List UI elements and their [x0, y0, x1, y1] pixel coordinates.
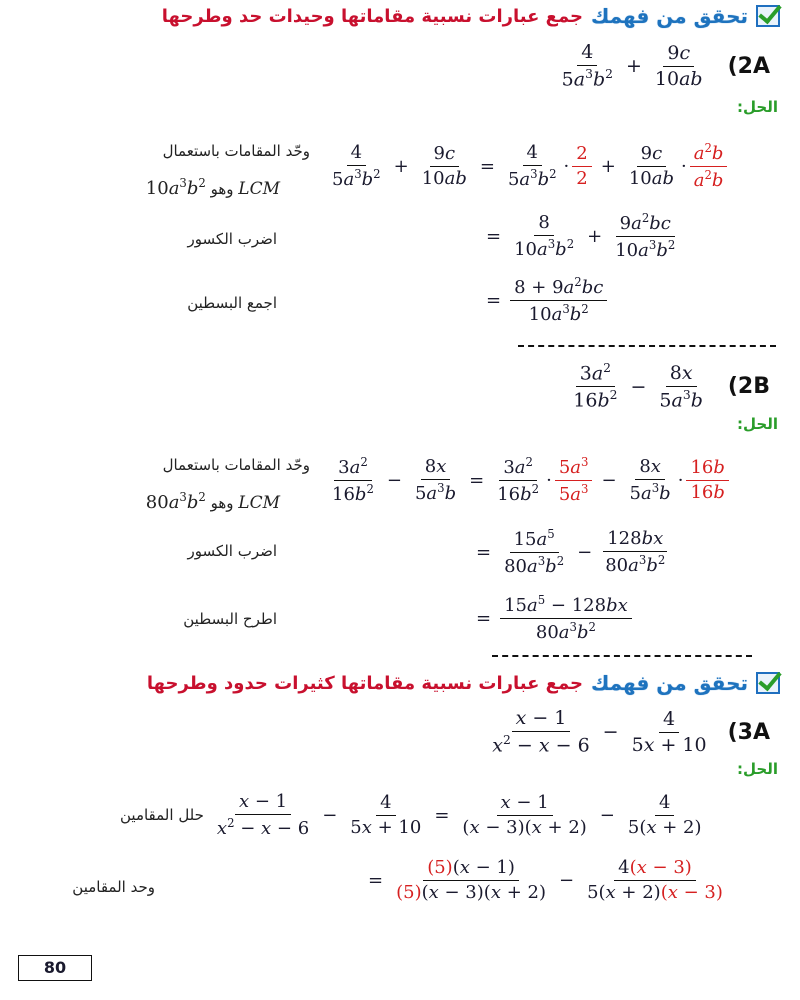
- note-multiply-2a: اضرب الكسور: [187, 230, 277, 248]
- problem-2a-expression: $\frac{4}{5a^3b^2}$ + $\frac{9c}{10ab}$ (2A: [561, 41, 770, 91]
- note-add-numerators-2a: اجمع البسطين: [187, 294, 277, 312]
- check-understanding-title: تحقق من فهمك: [591, 4, 748, 28]
- check-understanding-title: تحقق من فهمك: [591, 671, 748, 695]
- divider-dashed-2: [492, 655, 752, 657]
- note-subtract-numerators-2b: اطرح البسطين: [183, 610, 277, 628]
- note-lcm-2b: $80a^3b^2$ وهو LCM: [145, 490, 280, 513]
- note-lcm-2a: $10a^3b^2$ وهو LCM: [145, 176, 280, 199]
- section-header-polynomial: [147, 671, 780, 695]
- note-unify-denominators-2a: وحّد المقامات باستعمال: [162, 142, 310, 160]
- step-2b-subtract: = $\frac{15a^5 - 128bx}{80a^3b^2}$: [470, 594, 635, 643]
- solution-label-2a: الحل:: [737, 98, 778, 116]
- section-title: جمع عبارات نسبية مقاماتها وحيدات حد وطرحها: [161, 5, 584, 27]
- divider-dashed-1: [518, 345, 776, 347]
- step-2a-add: = $\frac{8 + 9a^2bc}{10a^3b^2}$: [480, 276, 610, 325]
- note-unify-denominators-2b: وحّد المقامات باستعمال: [162, 456, 310, 474]
- note-unify-denominators-3a: وحد المقامين: [72, 878, 155, 896]
- solution-label-3a: الحل:: [737, 760, 778, 778]
- step-2b-unify: $\frac{3a^2}{16b^2}$ − $\frac{8x}{5a^3b}$ = $\frac{3a^2}{16b^2}$ · $\frac{5a^3}{5a^3}$ − $\frac{8x}{5a^3b}$ · $\frac{16b}{16b}$: [325, 456, 732, 505]
- step-3a-unify: = $\frac{(5)(x - 1)}{(5)(x - 3)(x + 2)}$ − $\frac{4(x - 3)}{5(x + 2)(x - 3)}$: [368, 857, 723, 903]
- solution-label-2b: الحل:: [737, 415, 778, 433]
- section-header-monomial: [162, 4, 780, 28]
- problem-3a-expression: $\frac{x - 1}{x^2 - x - 6}$ − $\frac{4}{5x + 10}$ (3A: [492, 707, 770, 757]
- note-factor-denominators: حلل المقامين: [120, 806, 204, 825]
- step-2a-multiply: = $\frac{8}{10a^3b^2}$ + $\frac{9a^2bc}{10a^3b^2}$: [486, 211, 676, 261]
- page-number: 80: [18, 955, 92, 981]
- step-2a-unify: $\frac{4}{5a^3b^2}$ + $\frac{9c}{10ab}$ = $\frac{4}{5a^3b^2}$ · $\frac{2}{2}$ + $\frac{9c}{10ab}$ · $\frac{a^2b}{a^2b}$: [325, 142, 730, 191]
- step-2b-multiply: = $\frac{15a^5}{80a^3b^2}$ − $\frac{128bx}{80a^3b^2}$: [476, 527, 666, 577]
- section-title: جمع عبارات نسبية مقاماتها كثيرات حدود وطرحها: [146, 672, 584, 694]
- step-3a-factor: حلل المقامين $\frac{x - 1}{x^2 - x - 6}$ − $\frac{4}{5x + 10}$ = $\frac{x - 1}{(x - 3)(x + 2)}$ − $\frac{4}{5(x + 2)}$: [120, 791, 702, 839]
- checkmark-icon: [756, 672, 780, 694]
- checkmark-icon: [756, 5, 780, 27]
- note-multiply-2b: اضرب الكسور: [187, 542, 277, 560]
- problem-2b-expression: $\frac{3a^2}{16b^2}$ − $\frac{8x}{5a^3b}$ (2B: [573, 361, 770, 412]
